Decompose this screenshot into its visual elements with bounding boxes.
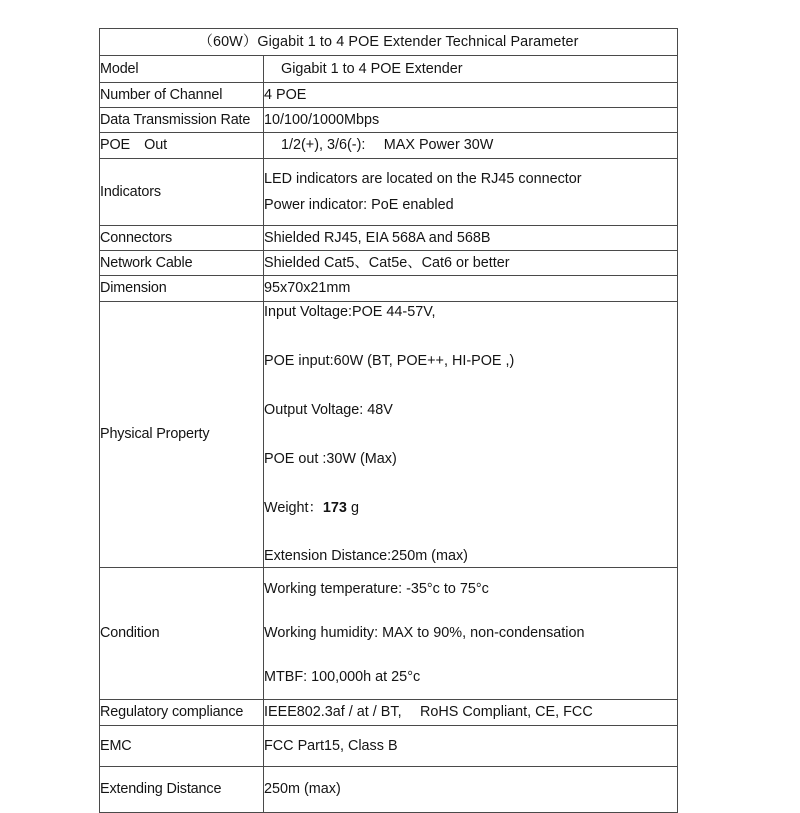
indicators-line-1: LED indicators are located on the RJ45 connector — [264, 170, 582, 187]
physical-input-voltage: Input Voltage:POE 44-57V, — [264, 304, 436, 320]
row-label-physical-property: Physical Property — [100, 302, 264, 568]
table-row — [100, 726, 678, 767]
indicators-line-2: Power indicator: PoE enabled — [264, 196, 454, 213]
row-value-indicators — [264, 159, 678, 226]
table-row — [100, 276, 678, 302]
row-value-connectors: Shielded RJ45, EIA 568A and 568B — [264, 226, 678, 251]
physical-weight — [264, 498, 677, 519]
row-label-poe-out: POE Out — [100, 133, 264, 159]
table-row — [100, 159, 678, 226]
table-row — [100, 251, 678, 276]
row-value-poe-out: 1/2(+), 3/6(-): MAX Power 30W — [264, 133, 678, 159]
row-value-network-cable: Shielded Cat5、Cat5e、Cat6 or better — [264, 251, 678, 276]
row-value-extending-distance: 250m (max) — [264, 767, 678, 813]
table-row — [100, 226, 678, 251]
physical-poe-input: POE input:60W (BT, POE++, HI-POE ,) — [264, 352, 515, 369]
table-row — [100, 83, 678, 108]
row-value-model: Gigabit 1 to 4 POE Extender — [264, 56, 678, 83]
condition-working-humidity: Working humidity: MAX to 90%, non-condensation — [264, 625, 585, 642]
physical-weight-unit-text: g — [350, 499, 359, 516]
physical-poe-out: POE out :30W (Max) — [264, 450, 397, 467]
row-label-model: Model — [100, 56, 264, 83]
row-value-condition — [264, 568, 678, 700]
table-row — [100, 56, 678, 83]
table-row — [100, 133, 678, 159]
physical-weight-label: Weight： — [264, 499, 323, 516]
row-label-connectors: Connectors — [100, 226, 264, 251]
table-row — [100, 767, 678, 813]
row-label-condition: Condition — [100, 568, 264, 700]
row-value-number-of-channel: 4 POE — [264, 83, 678, 108]
table-row — [100, 108, 678, 133]
row-value-emc: FCC Part15, Class B — [264, 726, 678, 767]
physical-output-voltage: Output Voltage: 48V — [264, 401, 393, 418]
row-label-regulatory-compliance: Regulatory compliance — [100, 700, 264, 726]
row-label-dimension: Dimension — [100, 276, 264, 302]
row-value-physical-property — [264, 302, 678, 568]
table-title: （60W）Gigabit 1 to 4 POE Extender Technical Parameter — [100, 29, 678, 56]
condition-working-temperature: Working temperature: -35°c to 75°c — [264, 581, 489, 598]
row-value-data-transmission-rate: 10/100/1000Mbps — [264, 108, 678, 133]
row-label-number-of-channel: Number of Channel — [100, 83, 264, 108]
table-row-title — [100, 29, 678, 56]
row-label-network-cable: Network Cable — [100, 251, 264, 276]
row-label-emc: EMC — [100, 726, 264, 767]
row-value-dimension: 95x70x21mm — [264, 276, 678, 302]
row-label-extending-distance: Extending Distance — [100, 767, 264, 813]
condition-mtbf: MTBF: 100,000h at 25°c — [264, 669, 421, 686]
row-value-regulatory-compliance: IEEE802.3af / at / BT, RoHS Compliant, CE, FCC — [264, 700, 678, 726]
table-row — [100, 302, 678, 568]
physical-weight-value: 173 — [322, 499, 347, 516]
physical-extension-distance: Extension Distance:250m (max) — [264, 548, 468, 565]
table-row — [100, 568, 678, 700]
row-label-data-transmission-rate: Data Transmission Rate — [100, 108, 264, 133]
technical-parameter-table — [99, 28, 678, 813]
table-row — [100, 700, 678, 726]
row-label-indicators: Indicators — [100, 159, 264, 226]
